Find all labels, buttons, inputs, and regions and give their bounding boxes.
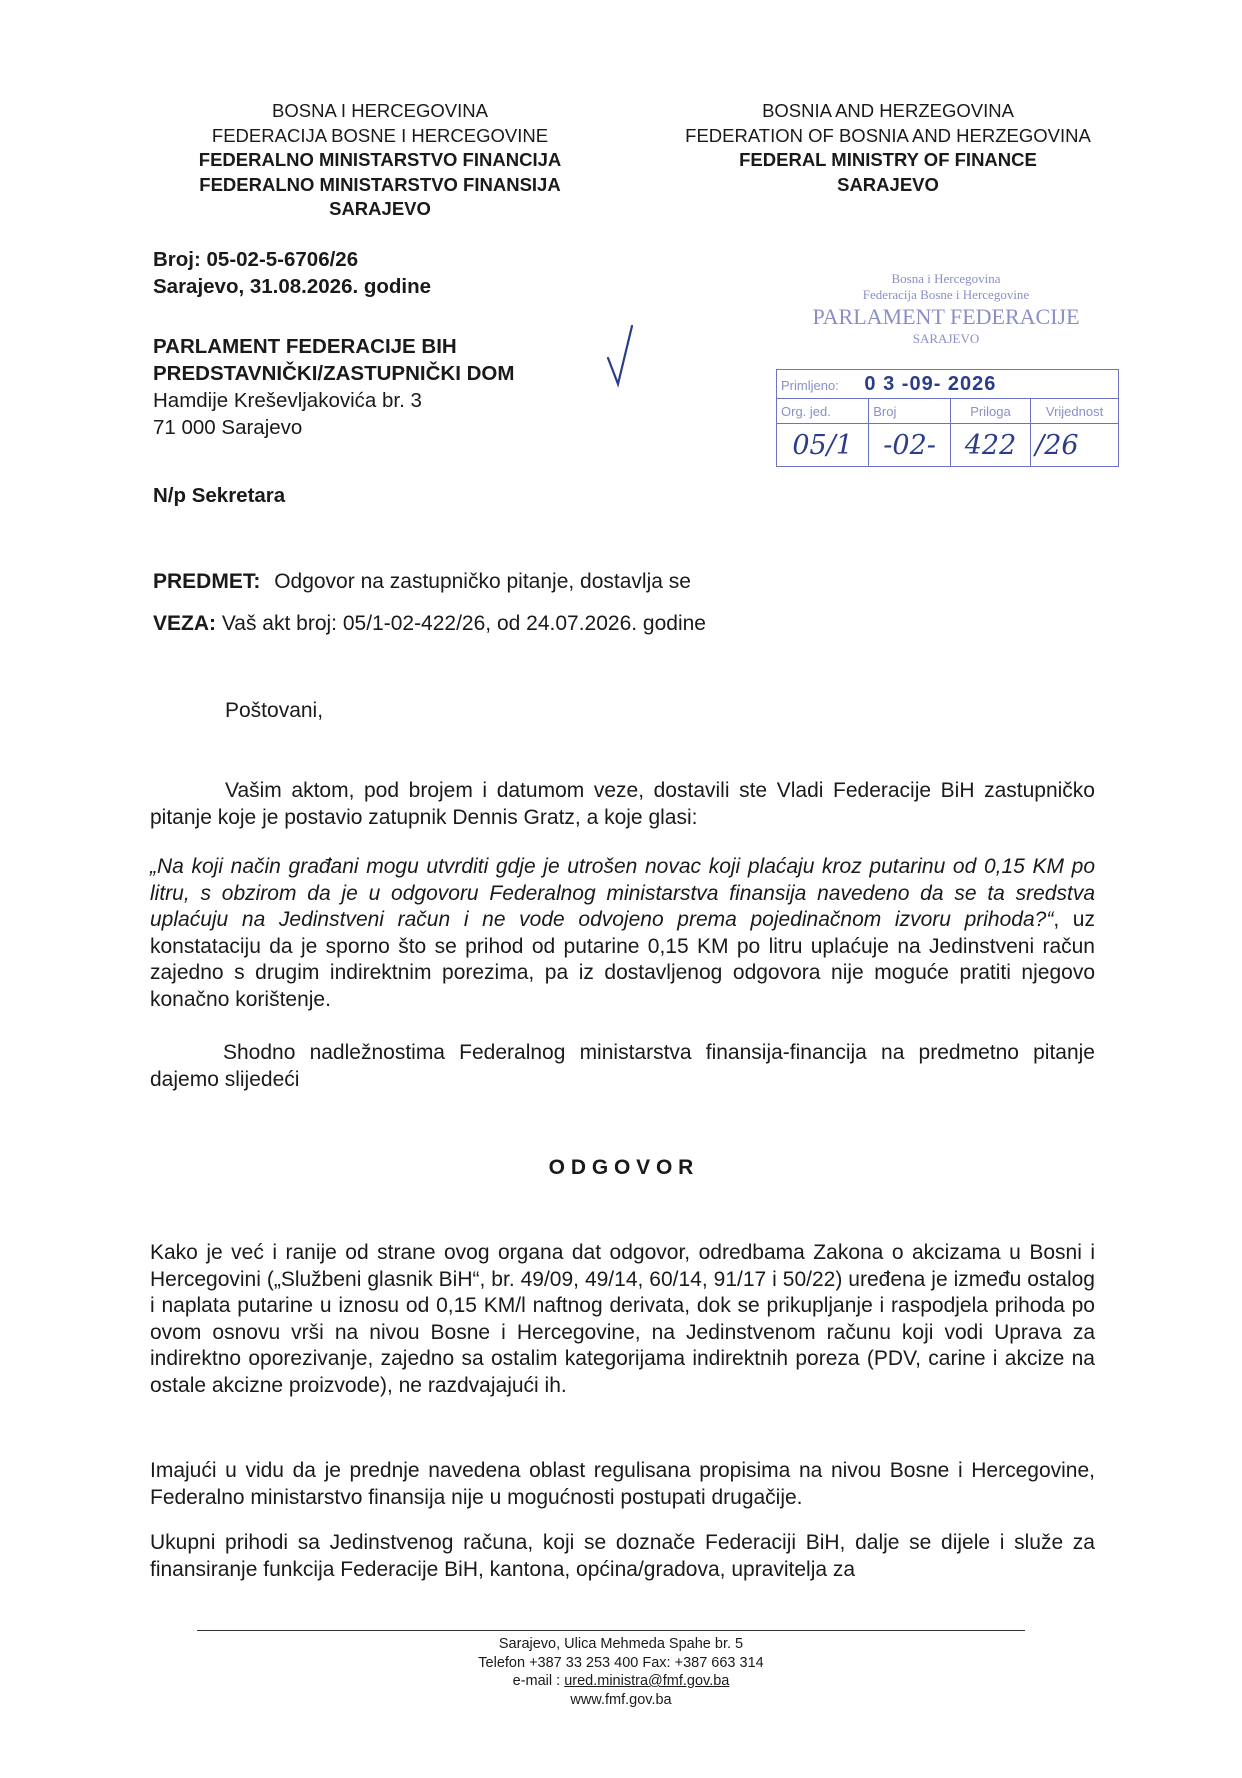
subject-line bbox=[153, 570, 691, 594]
footer-website[interactable]: www.fmf.gov.ba bbox=[570, 1691, 672, 1708]
footer bbox=[0, 1635, 1242, 1709]
footer-address: Sarajevo, Ulica Mehmeda Spahe br. 5 bbox=[498, 1636, 744, 1652]
body-p4-text: Kako je već i ranije od strane ovog organa dat odgovor, odredbama Zakona o akcizama u Bosni i Hercegovini („Službeni glasnik BiH“, br. 49/09, 49/14, 60/14, 91/17 i 50/22) uređena je između ostalog i naplata putarine u iznosu od 0,15 KM/l naftnog derivata, dok se prikupljanje i raspodjela prihoda po ovom osnovu vrši na nivou Bosne i Hercegovine, na Jedinstvenom računu koji vodi Uprava za indirektno oporezivanje, zajedno sa ostalim kategorijama indirektnih poreza (PDV, carine i akcize na ostale akcizne proizvode), ne razdvajajući ih. bbox=[150, 1241, 1095, 1397]
letterhead-left bbox=[150, 99, 610, 222]
footer-email-line bbox=[0, 1672, 1242, 1691]
recipient-name: PARLAMENT FEDERACIJE BIH bbox=[153, 335, 457, 358]
letterhead-left-country: BOSNA I HERCEGOVINA bbox=[272, 100, 488, 121]
salutation: Poštovani, bbox=[225, 699, 324, 722]
stamp-col-value: Vrijednost bbox=[1031, 399, 1119, 424]
subject-label: PREDMET: bbox=[153, 570, 261, 593]
stamp-country: Bosna i Hercegovina bbox=[891, 271, 1001, 286]
recipient-city: 71 000 Sarajevo bbox=[153, 416, 303, 439]
footer-divider bbox=[197, 1630, 1025, 1631]
body-p3-text: Shodno nadležnostima Federalnog ministarstva finansija-financija na predmetno pitanje dajemo slijedeći bbox=[150, 1041, 1095, 1091]
stamp-hand-value: /26 bbox=[1031, 424, 1119, 467]
body-paragraph-5 bbox=[150, 1458, 1095, 1511]
reference-date: Sarajevo, 31.08.2026. godine bbox=[153, 275, 432, 298]
received-stamp bbox=[776, 270, 1116, 347]
body-paragraph-6 bbox=[150, 1530, 1095, 1583]
stamp-city: SARAJEVO bbox=[912, 331, 980, 346]
body-p2-quote: „Na koji način građani mogu utvrditi gdje je utrošen novac koji plaćaju kroz putarinu od 0,15 KM po litru, s obzirom da je u odgovoru Federalnog ministarstva finansija navedeno da se ta sredstva uplaćuju na Jedinstveni račun i ne vode odvojeno prema pojedinačnom izvoru prihoda?“ bbox=[150, 855, 1095, 931]
reference-block bbox=[153, 246, 431, 300]
letterhead-left-federation: FEDERACIJA BOSNE I HERCEGOVINE bbox=[211, 124, 549, 146]
recipient-block bbox=[153, 333, 514, 441]
letterhead-right bbox=[638, 99, 1138, 197]
letterhead-left-ministry-1: FEDERALNO MINISTARSTVO FINANCIJA bbox=[198, 149, 562, 170]
stamp-hand-attachments: 422 bbox=[950, 424, 1030, 467]
reference-text: Vaš akt broj: 05/1-02-422/26, od 24.07.2026. godine bbox=[221, 612, 706, 635]
subject-text: Odgovor na zastupničko pitanje, dostavlja se bbox=[274, 570, 691, 593]
reference-number: Broj: 05-02-5-6706/26 bbox=[153, 248, 359, 271]
stamp-register-table bbox=[776, 369, 1119, 467]
stamp-hand-number: -02- bbox=[869, 424, 951, 467]
footer-phone: Telefon +387 33 253 400 Fax: +387 663 314 bbox=[478, 1654, 764, 1671]
reference-line bbox=[153, 612, 706, 636]
letterhead-right-country: BOSNIA AND HERZEGOVINA bbox=[762, 100, 1014, 121]
letterhead-right-ministry: FEDERAL MINISTRY OF FINANCE bbox=[739, 149, 1037, 170]
stamp-parliament: PARLAMENT FEDERACIJE bbox=[812, 304, 1080, 329]
stamp-hand-org: 05/1 bbox=[777, 424, 869, 467]
body-p6-text: Ukupni prihodi sa Jedinstvenog računa, koji se doznače Federaciji BiH, dalje se dijele i služe za finansiranje funkcija Federacije BiH, kantona, općina/gradova, upravitelja za bbox=[150, 1531, 1095, 1581]
stamp-col-attachments: Priloga bbox=[950, 399, 1030, 424]
checkmark-icon bbox=[602, 318, 642, 398]
body-paragraph-3 bbox=[150, 1040, 1095, 1093]
body-p2-text: , uz konstataciju da je sporno što se prihod od putarine 0,15 KM po litru uplaćuje na Jedinstveni račun zajedno s drugim indirektnim porezima, pa iz dostavljenog odgovora nije moguće pratiti njegovo konačno korištenje. bbox=[150, 908, 1095, 1011]
stamp-received-row bbox=[777, 370, 1119, 399]
letterhead-right-city: SARAJEVO bbox=[837, 173, 939, 195]
body-paragraph-2 bbox=[150, 854, 1095, 1013]
stamp-federation: Federacija Bosne i Hercegovine bbox=[862, 287, 1030, 302]
footer-email-label: e-mail : bbox=[512, 1673, 565, 1689]
stamp-received-label: Primljeno: bbox=[781, 377, 839, 393]
stamp-col-number: Broj bbox=[869, 399, 951, 424]
recipient-street: Hamdije Kreševljakovića br. 3 bbox=[153, 389, 422, 412]
body-paragraph-4 bbox=[150, 1240, 1095, 1399]
answer-heading: O D G O V O R bbox=[548, 1156, 694, 1179]
body-p5-text: Imajući u vidu da je prednje navedena oblast regulisana propisima na nivou Bosne i Hercegovine, Federalno ministarstvo finansija nije u mogućnosti postupati drugačije. bbox=[150, 1459, 1095, 1509]
recipient-house: PREDSTAVNIČKI/ZASTUPNIČKI DOM bbox=[153, 362, 515, 385]
body-p1-text: Vašim aktom, pod brojem i datumom veze, dostavili ste Vladi Federacije BiH zastupničko pitanje koje je postavio zatupnik Dennis Gratz, a koje glasi: bbox=[150, 779, 1095, 829]
footer-email-link[interactable]: ured.ministra@fmf.gov.ba bbox=[564, 1673, 730, 1689]
letterhead-left-ministry-2: FEDERALNO MINISTARSTVO FINANSIJA bbox=[199, 173, 561, 195]
stamp-col-org: Org. jed. bbox=[777, 399, 869, 424]
stamp-received-date: 0 3 -09- 2026 bbox=[864, 372, 997, 395]
letterhead-right-federation: FEDERATION OF BOSNIA AND HERZEGOVINA bbox=[685, 124, 1091, 146]
reference-label: VEZA: bbox=[153, 612, 216, 635]
attention-line: N/p Sekretara bbox=[153, 484, 286, 507]
letterhead-left-city: SARAJEVO bbox=[329, 198, 431, 219]
body-paragraph-1 bbox=[150, 778, 1095, 831]
